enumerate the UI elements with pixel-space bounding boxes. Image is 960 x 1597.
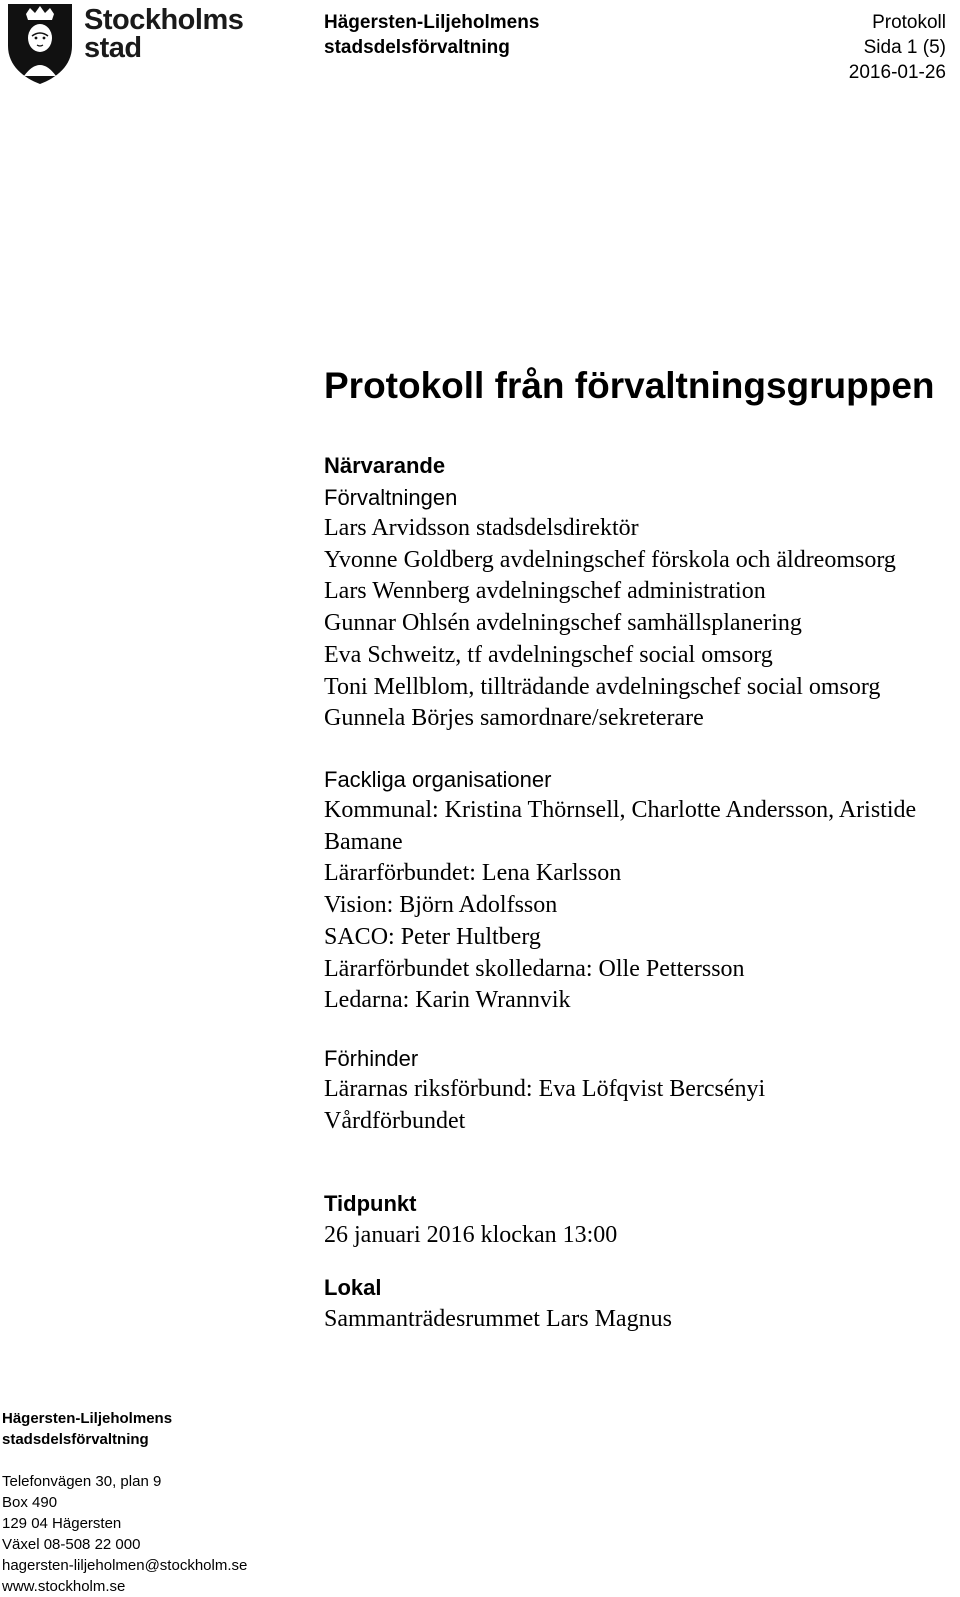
footer-box: Box 490 <box>2 1494 58 1511</box>
absent-section <box>324 1043 954 1137</box>
time-value: 26 januari 2016 klockan 13:00 <box>324 1222 618 1248</box>
present-subheading: Förvaltningen <box>324 485 458 510</box>
stockholms-stad-logo <box>4 0 254 86</box>
present-heading: Närvarande <box>324 453 446 478</box>
doc-type: Protokoll <box>872 12 946 33</box>
time-section <box>324 1188 954 1252</box>
header-org-line-2: stadsdelsförvaltning <box>324 37 510 58</box>
unions-section <box>324 764 954 1017</box>
logo-line-2: stad <box>84 32 142 64</box>
member-line: Toni Mellblom, tillträdande avdelningschef social omsorg <box>324 673 881 700</box>
footer-postal: 129 04 Hägersten <box>2 1515 122 1532</box>
member-line: Gunnar Ohlsén avdelningschef samhällsplanering <box>324 610 802 637</box>
union-line: Bamane <box>324 828 403 855</box>
absent-line: Lärarnas riksförbund: Eva Löfqvist Bercsényi <box>324 1076 766 1102</box>
union-line: Kommunal: Kristina Thörnsell, Charlotte Andersson, Aristide <box>324 797 917 823</box>
footer-website-link[interactable]: www.stockholm.se <box>2 1578 126 1595</box>
header-org-line-1: Hägersten-Liljeholmens <box>324 12 540 33</box>
union-line: Lärarförbundet: Lena Karlsson <box>324 860 622 887</box>
footer-org-line-2: stadsdelsförvaltning <box>2 1431 149 1448</box>
union-line: Lärarförbundet skolledarna: Olle Pettersson <box>324 955 745 982</box>
absent-heading: Förhinder <box>324 1046 419 1071</box>
footer-org-line-1: Hägersten-Liljeholmens <box>2 1410 173 1427</box>
member-line: Yvonne Goldberg avdelningschef förskola och äldreomsorg <box>324 546 896 573</box>
doc-date: 2016-01-26 <box>848 62 946 83</box>
time-heading: Tidpunkt <box>324 1191 417 1216</box>
page-number: Sida 1 (5) <box>863 37 946 58</box>
unions-heading: Fackliga organisationer <box>324 767 552 792</box>
union-line: Ledarna: Karin Wrannvik <box>324 987 571 1014</box>
member-line: Eva Schweitz, tf avdelningschef social omsorg <box>324 641 773 668</box>
header-organization <box>324 10 539 60</box>
union-line: SACO: Peter Hultberg <box>324 923 541 950</box>
member-line: Lars Wennberg avdelningschef administration <box>324 578 766 605</box>
footer-address <box>2 1471 247 1597</box>
footer-street: Telefonvägen 30, plan 9 <box>2 1473 162 1490</box>
page-title: Protokoll från förvaltningsgruppen <box>324 365 935 406</box>
logo-line-1: Stockholms <box>84 4 244 36</box>
footer <box>2 1408 247 1597</box>
present-section <box>324 450 954 735</box>
venue-section <box>324 1272 954 1336</box>
footer-phone: Växel 08-508 22 000 <box>2 1536 141 1553</box>
header-meta <box>849 10 946 85</box>
venue-value: Sammanträdesrummet Lars Magnus <box>324 1306 672 1332</box>
shield-crest-icon <box>4 0 76 86</box>
union-line: Vision: Björn Adolfsson <box>324 892 558 919</box>
member-line: Gunnela Börjes samordnare/sekreterare <box>324 705 704 732</box>
venue-heading: Lokal <box>324 1275 382 1300</box>
absent-line: Vårdförbundet <box>324 1107 466 1134</box>
footer-email-link[interactable]: hagersten-liljeholmen@stockholm.se <box>2 1557 248 1574</box>
member-line: Lars Arvidsson stadsdelsdirektör <box>324 515 639 541</box>
